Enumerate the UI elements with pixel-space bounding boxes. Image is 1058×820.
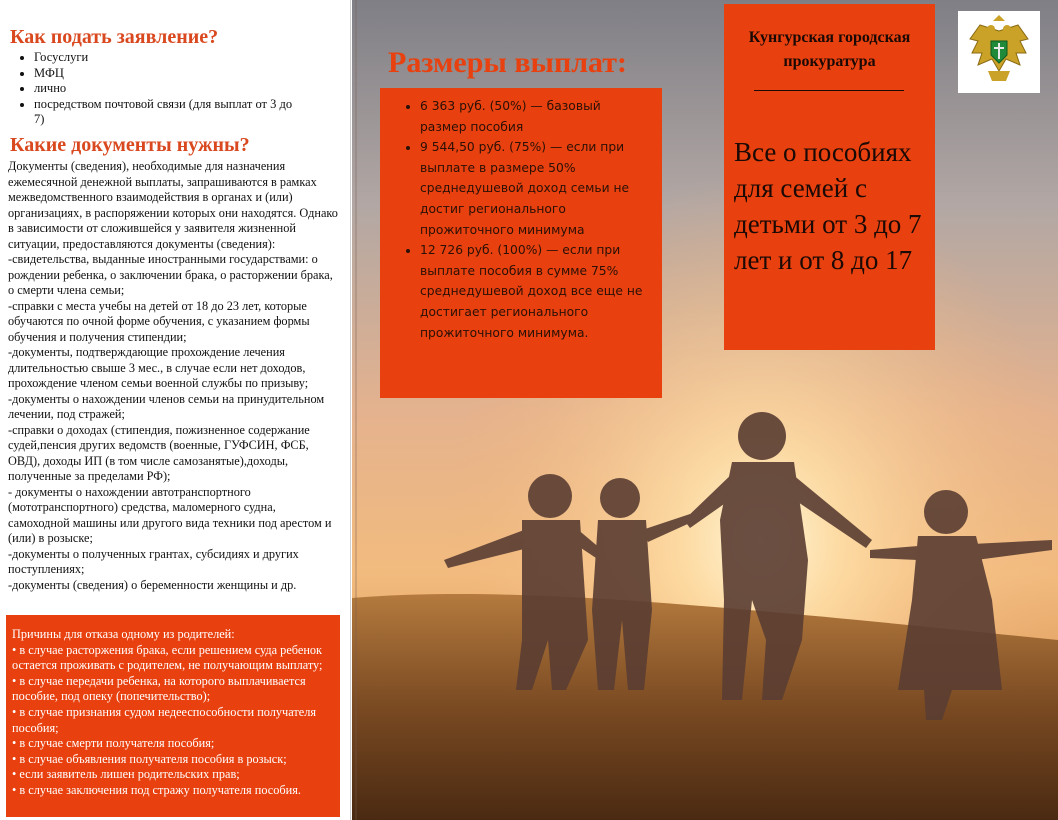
refusal-line: • в случае передачи ребенка, на которого выплачивается пособие, под опеку (попечительство); [12,673,306,704]
list-item: • посредством почтовой связи (для выплат от 3 до 7) [34,97,304,128]
refusal-line: • если заявитель лишен родительских прав; [12,767,240,782]
refusal-line: • в случае смерти получателя пособия; [12,736,215,751]
documents-paragraph: -свидетельства, выданные иностранными государствами: о рождении ребенка, о заключении брака, о расторжении брака, о смерти члена семьи; [8,252,333,297]
apply-methods-list [10,50,304,128]
left-panel [0,0,351,820]
family-photo-panel [352,0,1058,820]
list-item: • Госуслуги [34,50,304,66]
divider [754,90,904,91]
cover-title-box [724,4,935,350]
cover-title: Все о пособиях для семей с детьми от 3 до 7 лет и от 8 до 17 [734,137,922,275]
brochure-fold [355,0,357,820]
prosecutor-emblem-icon [958,11,1040,93]
documents-paragraph: -справки о доходах (стипендия, пожизненное содержание судей,пенсия других ведомств (военные, ГУФСИН, ФСБ, ОВД), доходы ИП (в том числе самозанятые),доходы, полученные за пределами РФ); [8,422,310,483]
organization-name: Кунгурская городская прокуратура [748,29,911,70]
list-item: • МФЦ [34,66,304,82]
documents-paragraph: - документы о нахождении автотранспортного (мототранспортного) средства, маломерного судна, самоходной машины или другого вида техники под арестом и (или) в розыске; [8,484,332,545]
documents-paragraph: -документы, подтверждающие прохождение лечения длительностью свыше 3 мес., в случае если нет доходов, прохождение членом семьи военной службы по призыву; [8,345,309,390]
refusal-reasons-box [6,615,340,817]
documents-paragraph: -документы о полученных грантах, субсидиях и других поступлениях; [8,546,299,576]
payments-box [380,88,662,398]
list-item: • лично [34,81,304,97]
list-item: • 9 544,50 руб. (75%) — если при выплате в размере 50% среднедушевой доход семьи не достиг регионального прожиточного минимума [420,137,648,240]
refusal-line: • в случае расторжения брака, если решением суда ребенок остается проживать с родителем, не получающим выплату; [12,642,323,673]
payments-heading: Размеры выплат: [388,46,628,79]
refusal-line: • в случае признания судом недееспособности получателя пособия; [12,704,317,735]
documents-heading: Какие документы нужны? [10,134,250,156]
refusal-line: Причины для отказа одному из родителей: [12,627,235,641]
documents-paragraph: -документы о нахождении членов семьи на принудительном лечении, под стражей; [8,391,325,421]
refusal-line: • в случае заключения под стражу получателя пособия. [12,782,301,797]
list-item: • 6 363 руб. (50%) — базовый размер пособия [420,96,648,137]
documents-paragraph: Документы (сведения), необходимые для назначения ежемесячной денежной выплаты, запрашиваются в рамках межведомственного взаимодействия в органах и (или) организациях, в распоряжении которых они находятся. Однако в зависимости от сложившейся у заявителя жизненной ситуации, предоставляются документы (сведения): [8,159,338,251]
how-to-apply-heading: Как подать заявление? [10,26,219,48]
documents-paragraph: -справки с места учебы на детей от 18 до 23 лет, которые обучаются по очной форме обучения, с указанием формы обучения и получения стипендии; [8,298,310,344]
documents-paragraph: -документы (сведения) о беременности женщины и др. [8,577,297,592]
list-item: • 12 726 руб. (100%) — если при выплате пособия в сумме 75% среднедушевой доход все еще не достигает регионального прожиточного минимума. [420,240,648,343]
refusal-line: • в случае объявления получателя пособия в розыск; [12,751,287,766]
payments-list [394,96,648,343]
documents-text [8,159,340,593]
